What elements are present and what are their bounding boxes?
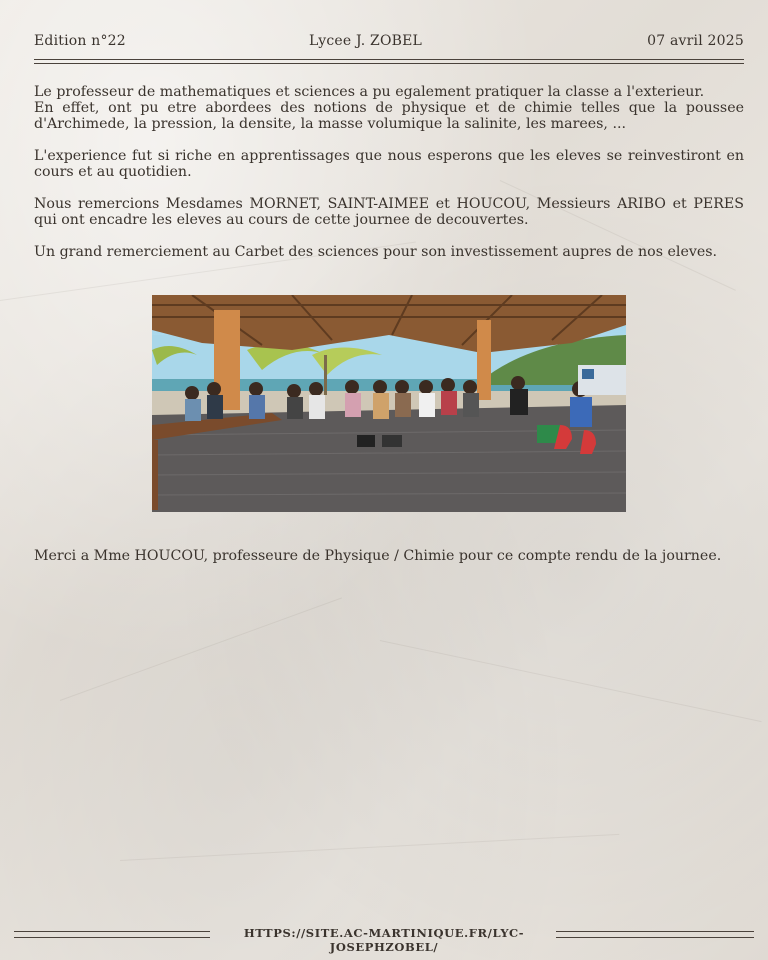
paper-crease <box>60 597 342 701</box>
footer-rule-right <box>556 931 754 938</box>
header-rule-bottom <box>34 63 744 64</box>
footer <box>14 926 754 954</box>
footer-url[interactable]: HTTPS://SITE.AC-MARTINIQUE.FR/LYC-JOSEPHZOBEL/ <box>243 926 525 954</box>
header-rule-top <box>34 59 744 60</box>
group-photo <box>152 295 626 512</box>
paragraph: Nous remercions Mesdames MORNET, SAINT-AIMEE et HOUCOU, Messieurs ARIBO et PERES qui ont encadre les eleves au cours de cette journee de decouvertes. <box>34 196 744 228</box>
paragraph: L'experience fut si riche en apprentissages que nous esperons que les eleves se reinvestiront en cours et au quotidien. <box>34 148 744 180</box>
beach-shelter-photo <box>152 295 626 512</box>
thanks-note: Merci a Mme HOUCOU, professeure de Physique / Chimie pour ce compte rendu de la journee. <box>34 548 722 564</box>
paragraph: En effet, ont pu etre abordees des notions de physique et de chimie telles que la poussee d'Archimede, la pression, la densite, la masse volumique la salinite, les marees, ... <box>34 100 744 132</box>
paper-crease <box>120 834 619 861</box>
article-body <box>34 84 744 276</box>
footer-rule-left <box>14 931 210 938</box>
paper-crease <box>380 640 762 722</box>
newsletter-header <box>34 33 744 53</box>
paragraph: Le professeur de mathematiques et sciences a pu egalement pratiquer la classe a l'exterieur. <box>34 84 705 100</box>
school-name: Lycee J. ZOBEL <box>309 33 423 49</box>
paragraph: Un grand remerciement au Carbet des sciences pour son investissement aupres de nos eleves. <box>34 244 718 260</box>
edition-number: Edition n°22 <box>34 33 126 49</box>
issue-date: 07 avril 2025 <box>647 33 744 49</box>
